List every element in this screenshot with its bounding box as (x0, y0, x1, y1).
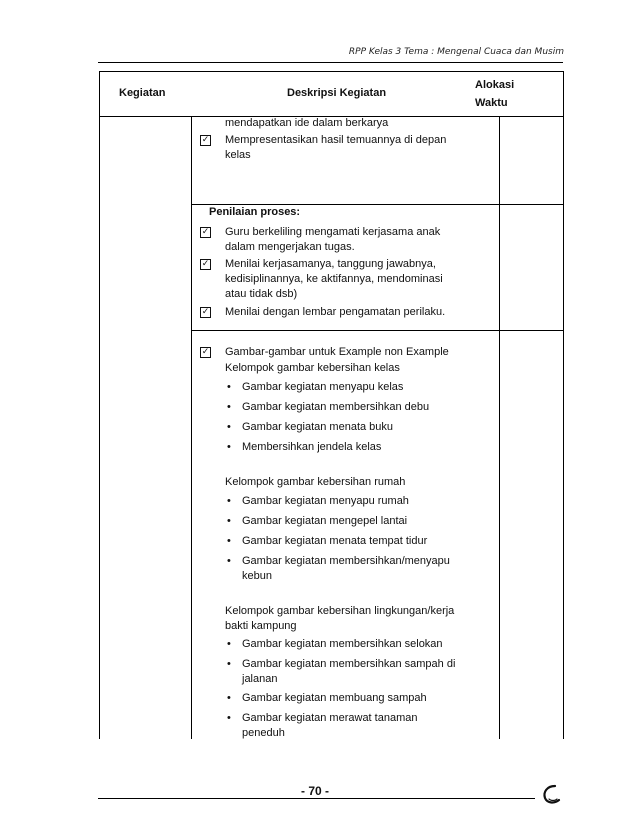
group-title: Kelompok gambar kebersihan kelas (225, 362, 400, 374)
header-rule (98, 62, 563, 63)
text-line: kelas (225, 149, 251, 161)
text-line: Menilai kerjasamanya, tanggung jawabnya, (225, 258, 436, 270)
bullet-icon: • (227, 441, 231, 453)
list-item-continued: kebun (242, 570, 272, 582)
publisher-logo-icon (540, 782, 564, 806)
text-line: kedisiplinannya, ke aktifannya, mendominasi (225, 273, 443, 285)
checkbox-checked-icon: ✓ (201, 259, 210, 269)
text-line: Menilai dengan lembar pengamatan perilaku. (225, 306, 446, 318)
bullet-icon: • (227, 692, 231, 704)
bullet-icon: • (227, 535, 231, 547)
checkbox-checked-icon: ✓ (201, 135, 210, 145)
text-line: dalam mengerjakan tugas. (225, 241, 355, 253)
list-item-continued: jalanan (242, 673, 278, 685)
page-number: - 70 - (301, 784, 330, 798)
checkbox-checked-icon: ✓ (201, 347, 210, 357)
checkbox-checked-icon: ✓ (201, 307, 210, 317)
group-title: bakti kampung (225, 620, 297, 632)
col-header-waktu: Waktu (475, 97, 508, 109)
list-item: Gambar kegiatan merawat tanaman (242, 712, 418, 724)
running-header: RPP Kelas 3 Tema : Mengenal Cuaca dan Musim (348, 47, 564, 57)
list-item: Gambar kegiatan membersihkan debu (242, 401, 430, 413)
list-item: Gambar kegiatan membuang sampah (242, 692, 427, 704)
list-item: Gambar kegiatan mengepel lantai (242, 515, 408, 527)
text-line: Mempresentasikan hasil temuannya di depan (225, 134, 447, 146)
list-item: Gambar kegiatan menata tempat tidur (242, 535, 428, 547)
checkbox-checked-icon: ✓ (201, 227, 210, 237)
bullet-icon: • (227, 638, 231, 650)
text-line: atau tidak dsb) (225, 288, 298, 300)
group-title: Kelompok gambar kebersihan rumah (225, 476, 406, 488)
text-line: Gambar-gambar untuk Example non Example (225, 346, 449, 358)
list-item: Gambar kegiatan menyapu rumah (242, 495, 409, 507)
list-item: Gambar kegiatan menata buku (242, 421, 394, 433)
table-border-left (99, 71, 100, 739)
group-title: Kelompok gambar kebersihan lingkungan/kerja (225, 605, 455, 617)
list-item: Membersihkan jendela kelas (242, 441, 382, 453)
activity-table (99, 71, 564, 739)
bullet-icon: • (227, 381, 231, 393)
footer-rule (98, 798, 535, 799)
bullet-icon: • (227, 495, 231, 507)
bullet-icon: • (227, 515, 231, 527)
list-item: Gambar kegiatan membersihkan sampah di (242, 658, 456, 670)
table-divider-2 (499, 116, 500, 739)
col-header-deskripsi: Deskripsi Kegiatan (287, 87, 387, 99)
table-border-top (99, 71, 564, 72)
bullet-icon: • (227, 712, 231, 724)
text-line: mendapatkan ide dalam berkarya (225, 117, 389, 129)
bullet-icon: • (227, 555, 231, 567)
bullet-icon: • (227, 658, 231, 670)
list-item: Gambar kegiatan membersihkan selokan (242, 638, 443, 650)
assessment-heading: Penilaian proses: (209, 206, 301, 218)
row-divider-2 (191, 330, 564, 331)
bullet-icon: • (227, 401, 231, 413)
table-divider-1 (191, 116, 192, 739)
list-item-continued: peneduh (242, 727, 285, 739)
col-header-kegiatan: Kegiatan (119, 87, 166, 99)
list-item: Gambar kegiatan membersihkan/menyapu (242, 555, 450, 567)
table-border-right (563, 71, 564, 739)
text-line: Guru berkeliling mengamati kerjasama anak (225, 226, 441, 238)
col-header-alokasi: Alokasi (475, 79, 515, 91)
bullet-icon: • (227, 421, 231, 433)
list-item: Gambar kegiatan menyapu kelas (242, 381, 404, 393)
